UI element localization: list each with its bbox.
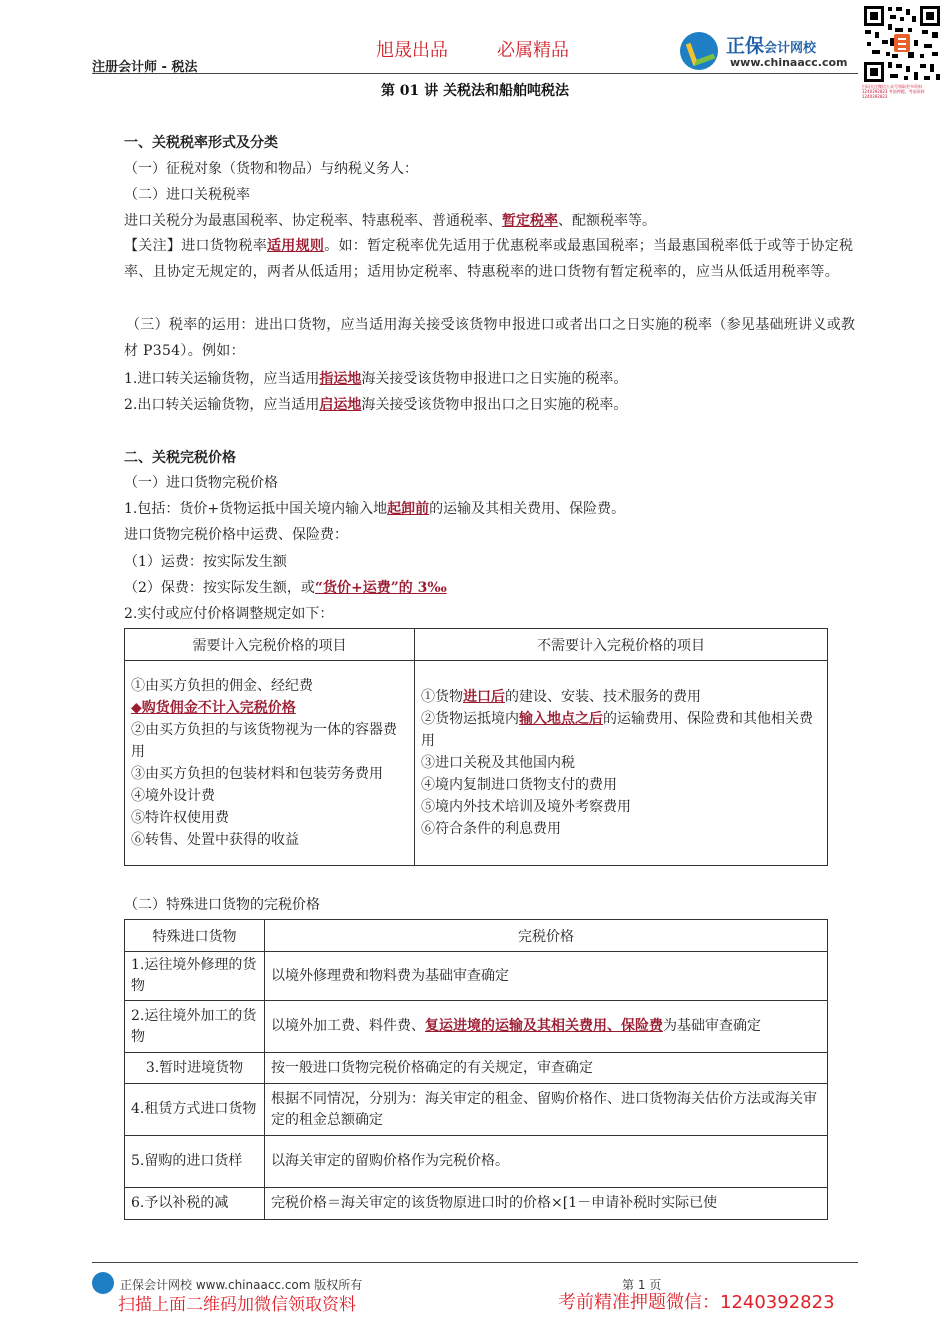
s1-line-2: （二）进口关税税率: [124, 187, 250, 203]
exclude-item-2-a: ②货物运抵境内: [421, 711, 519, 727]
s2-line-1: （一）进口货物完税价格: [124, 475, 278, 491]
price-cell: 完税价格＝海关审定的该货物原进口时的价格×[1－申请补税时实际已使: [265, 1188, 828, 1220]
include-item: ⑤特许权使用费: [131, 810, 229, 826]
goods-cell: 5.留购的进口货样: [125, 1136, 265, 1188]
promo-right: 考前精准押题微信：1240392823: [558, 1292, 835, 1313]
footer-divider: [92, 1262, 858, 1263]
highlight-destination: 指运地: [319, 371, 362, 387]
include-item: ①由买方负担的佣金、经纪费: [131, 678, 313, 694]
exclude-item-1-b: 的建设、安装、技术服务的费用: [505, 689, 701, 705]
highlight-rules: 适用规则: [267, 238, 325, 254]
exclude-items-cell: [415, 661, 828, 866]
qr-caption: 扫码关注微信公众号领取更多资料 1240392823 考前押题、考前资料 1240392823: [862, 84, 925, 99]
include-item-note: ◆购货佣金不计入完税价格: [131, 700, 296, 716]
s2-line-2: [124, 500, 625, 518]
s1-line-4-b: 海关接受该货物申报进口之日实施的税率。: [361, 371, 628, 387]
table-row: [125, 1001, 828, 1053]
price-cell: [265, 1001, 828, 1053]
exclude-item-1-a: ①货物: [421, 689, 463, 705]
include-item: ③由买方负担的包装材料和包装劳务费用: [131, 766, 383, 782]
exclude-item: [421, 708, 821, 752]
highlight-reentry-costs: 复运进境的运输及其相关费用、保险费: [425, 1018, 663, 1034]
s2-line-6: 2.实付或应付价格调整规定如下：: [124, 606, 334, 622]
s1-para-1-a: 【关注】进口货物税率: [124, 238, 267, 254]
logo-url: www.chinaacc.com: [730, 56, 848, 69]
highlight-after-entry-point: 输入地点之后: [519, 711, 603, 727]
page-number: 第 1 页: [622, 1278, 662, 1292]
include-item: ④境外设计费: [131, 788, 215, 804]
table-row: [125, 1136, 828, 1188]
logo-name: 正保: [726, 35, 765, 57]
s2-line-5: [124, 579, 447, 597]
goods-cell: 1.运往境外修理的货物: [125, 952, 265, 1001]
highlight-origin: 启运地: [319, 397, 362, 413]
exclude-item: ③进口关税及其他国内税: [421, 755, 575, 771]
s1-para-1: [124, 233, 862, 285]
s1-line-5-b: 海关接受该货物申报出口之日实施的税率。: [361, 397, 628, 413]
promo-left: 扫描上面二维码加微信领取资料: [118, 1295, 356, 1315]
exclude-item: ④境内复制进口货物支付的费用: [421, 777, 617, 793]
highlight-after-import: 进口后: [463, 689, 505, 705]
section-1-heading: 一、关税税率形式及分类: [124, 135, 278, 151]
table-row: [125, 1084, 828, 1136]
table-row: [125, 1188, 828, 1220]
table-header-price: 完税价格: [265, 920, 828, 952]
price-adjustment-table: [124, 628, 828, 866]
s2-line-7: （二）特殊进口货物的完税价格: [124, 897, 320, 913]
price-cell: 以海关审定的留购价格作为完税价格。: [265, 1136, 828, 1188]
s1-line-3: [124, 212, 656, 230]
qr-code-icon: [862, 4, 942, 84]
s1-line-5-a: 2.出口转关运输货物，应当适用: [124, 397, 320, 413]
course-name: 注册会计师 - 税法: [92, 60, 198, 75]
header-slogan-left: 旭晟出品: [376, 40, 448, 61]
logo-icon: [680, 32, 718, 70]
s1-line-5: [124, 396, 627, 414]
footer-logo-icon: [92, 1272, 114, 1294]
exclude-item-2-b: 的运输费用、保险费和其他相关费用: [421, 711, 813, 749]
s1-line-4: [124, 370, 627, 388]
price-cell-b: 为基础审查确定: [663, 1018, 761, 1034]
table-row: [125, 952, 828, 1001]
footer-copyright: 正保会计网校 www.chinaacc.com 版权所有: [120, 1278, 363, 1292]
s2-line-2-b: 的运输及其相关费用、保险费。: [429, 501, 626, 517]
table-row: [125, 1053, 828, 1084]
highlight-temporary-rate: 暂定税率: [502, 213, 558, 229]
include-item: ⑥转售、处置中获得的收益: [131, 832, 299, 848]
table-header-goods: 特殊进口货物: [125, 920, 265, 952]
s2-line-4: （1）运费：按实际发生额: [124, 554, 287, 570]
s1-line-3-b: 、配额税率等。: [558, 213, 656, 229]
goods-cell: 4.租赁方式进口货物: [125, 1084, 265, 1136]
lecture-title: 第 01 讲 关税法和船舶吨税法: [380, 83, 570, 99]
goods-cell: 6.予以补税的减: [125, 1188, 265, 1220]
goods-cell: 3.暂时进境货物: [125, 1053, 265, 1084]
s1-para-1-b: 。如：暂定税率优先适用于优惠税率或最惠国税率；当最惠国税率低于或等于协定税率、且协定无规定的，两者从低适用；适用协定税率、特惠税率的进口货物有暂定税率的，应当从低适用税率等。: [124, 238, 854, 280]
section-2-heading: 二、关税完税价格: [124, 450, 236, 466]
s1-line-4-a: 1.进口转关运输货物，应当适用: [124, 371, 320, 387]
table-header-include: 需要计入完税价格的项目: [125, 629, 415, 661]
table-header-exclude: 不需要计入完税价格的项目: [415, 629, 828, 661]
s1-line-3-a: 进口关税分为最惠国税率、协定税率、特惠税率、普通税率、: [124, 213, 502, 229]
price-cell: 按一般进口货物完税价格确定的有关规定，审查确定: [265, 1053, 828, 1084]
exclude-item: ⑤境内外技术培训及境外考察费用: [421, 799, 631, 815]
s2-line-3: 进口货物完税价格中运费、保险费：: [124, 527, 348, 543]
s1-line-1: （一）征税对象（货物和物品）与纳税义务人：: [124, 161, 418, 177]
exclude-item: ⑥符合条件的利息费用: [421, 821, 561, 837]
highlight-insurance-rate: “货价+运费”的 3‰: [314, 580, 447, 596]
price-cell: 根据不同情况，分别为：海关审定的租金、留购价格作、进口货物海关估价方法或海关审定的租金总额确定: [265, 1084, 828, 1136]
s2-line-2-a: 1.包括：货价+货物运抵中国关境内输入地: [124, 501, 388, 517]
price-cell: 以境外修理费和物料费为基础审查确定: [265, 952, 828, 1001]
special-goods-table: [124, 919, 828, 1220]
s2-line-5-a: （2）保费：按实际发生额，或: [124, 580, 315, 596]
include-items-cell: [125, 661, 415, 866]
price-cell-a: 以境外加工费、料件费、: [271, 1018, 425, 1034]
s1-para-2: （三）税率的运用：进出口货物，应当适用海关接受该货物申报进口或者出口之日实施的税率（参见基础班讲义或教材 P354）。例如：: [124, 317, 856, 359]
include-item: ②由买方负担的与该货物视为一体的容器费用: [131, 722, 397, 760]
highlight-before-unloading: 起卸前: [387, 501, 430, 517]
logo-subtitle: 会计网校: [764, 41, 817, 56]
header-slogan-right: 必属精品: [497, 40, 569, 61]
brand-logo[interactable]: [680, 30, 860, 74]
goods-cell: 2.运往境外加工的货物: [125, 1001, 265, 1053]
exclude-item: [421, 686, 821, 708]
